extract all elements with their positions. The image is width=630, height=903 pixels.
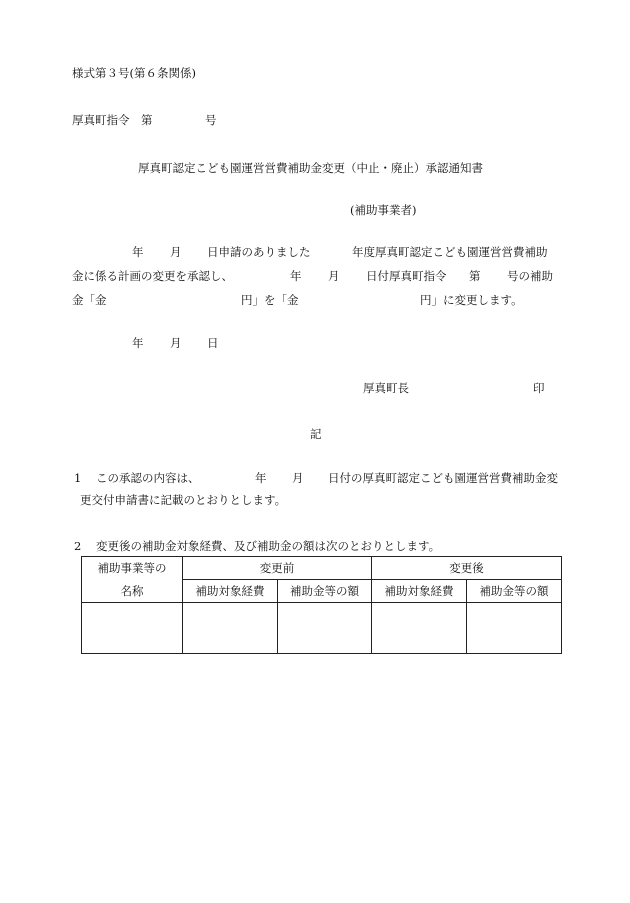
name-cell[interactable] xyxy=(82,603,183,654)
body-l2-dai: 第 xyxy=(469,269,481,283)
before-subsidy-amount-header: 補助金等の額 xyxy=(278,580,372,603)
body-l2-year: 年 xyxy=(290,269,302,283)
addressee: (補助事業者) xyxy=(350,203,417,217)
mayor-title: 厚真町長 xyxy=(363,381,409,395)
item2-number: 2 xyxy=(74,539,82,553)
before-target-expense-cell[interactable] xyxy=(183,603,278,654)
body-l3-yen1: 円」を「金 xyxy=(241,293,299,307)
after-header: 変更後 xyxy=(372,557,562,580)
date-year: 年 xyxy=(132,336,144,350)
reference-suffix: 号 xyxy=(205,113,217,127)
after-target-expense-header: 補助対象経費 xyxy=(372,580,467,603)
before-subsidy-amount-cell[interactable] xyxy=(278,603,372,654)
after-target-expense-cell[interactable] xyxy=(372,603,467,654)
item1-year: 年 xyxy=(255,471,267,485)
before-header: 変更前 xyxy=(183,557,372,580)
item1-month: 月 xyxy=(292,471,304,485)
body-l1-month: 月 xyxy=(170,245,182,259)
item2-text: 変更後の補助金対象経費、及び補助金の額は次のとおりとします。 xyxy=(96,539,441,553)
seal-mark: 印 xyxy=(533,381,545,395)
document-title: 厚真町認定こども園運営営費補助金変更（中止・廃止）承認通知書 xyxy=(138,161,483,175)
body-l2-month: 月 xyxy=(328,269,340,283)
date-month: 月 xyxy=(170,336,182,350)
name-header-bottom: 名称 xyxy=(82,580,183,603)
body-l2-mid: 日付厚真町指令 xyxy=(366,269,447,283)
after-subsidy-amount-header: 補助金等の額 xyxy=(467,580,562,603)
item1-text-c: 更交付申請書に記載のとおりとします。 xyxy=(80,493,287,507)
ki-heading: 記 xyxy=(310,427,322,441)
body-l1-year: 年 xyxy=(132,245,144,259)
body-l2-start: 金に係る計画の変更を承認し、 xyxy=(72,269,233,283)
after-subsidy-amount-cell[interactable] xyxy=(467,603,562,654)
body-l1-day: 日申請のありました xyxy=(207,245,311,259)
reference-prefix: 厚真町指令 第 xyxy=(72,113,153,127)
body-l1-rest: 年度厚真町認定こども園運営営費補助 xyxy=(352,245,548,259)
body-l3-start: 金「金 xyxy=(72,293,107,307)
item1-text-a: この承認の内容は、 xyxy=(96,471,200,485)
amount-table xyxy=(81,556,562,654)
item1-text-b: 日付の厚真町認定こども園運営営費補助金変 xyxy=(328,471,558,485)
date-day: 日 xyxy=(207,336,219,350)
body-l2-end: 号の補助 xyxy=(507,269,553,283)
form-number: 様式第３号(第６条関係) xyxy=(72,66,196,80)
name-header-top: 補助事業等の xyxy=(82,557,183,580)
body-l3-yen2: 円」に変更します。 xyxy=(420,293,523,307)
before-target-expense-header: 補助対象経費 xyxy=(183,580,278,603)
item1-number: 1 xyxy=(74,471,82,485)
